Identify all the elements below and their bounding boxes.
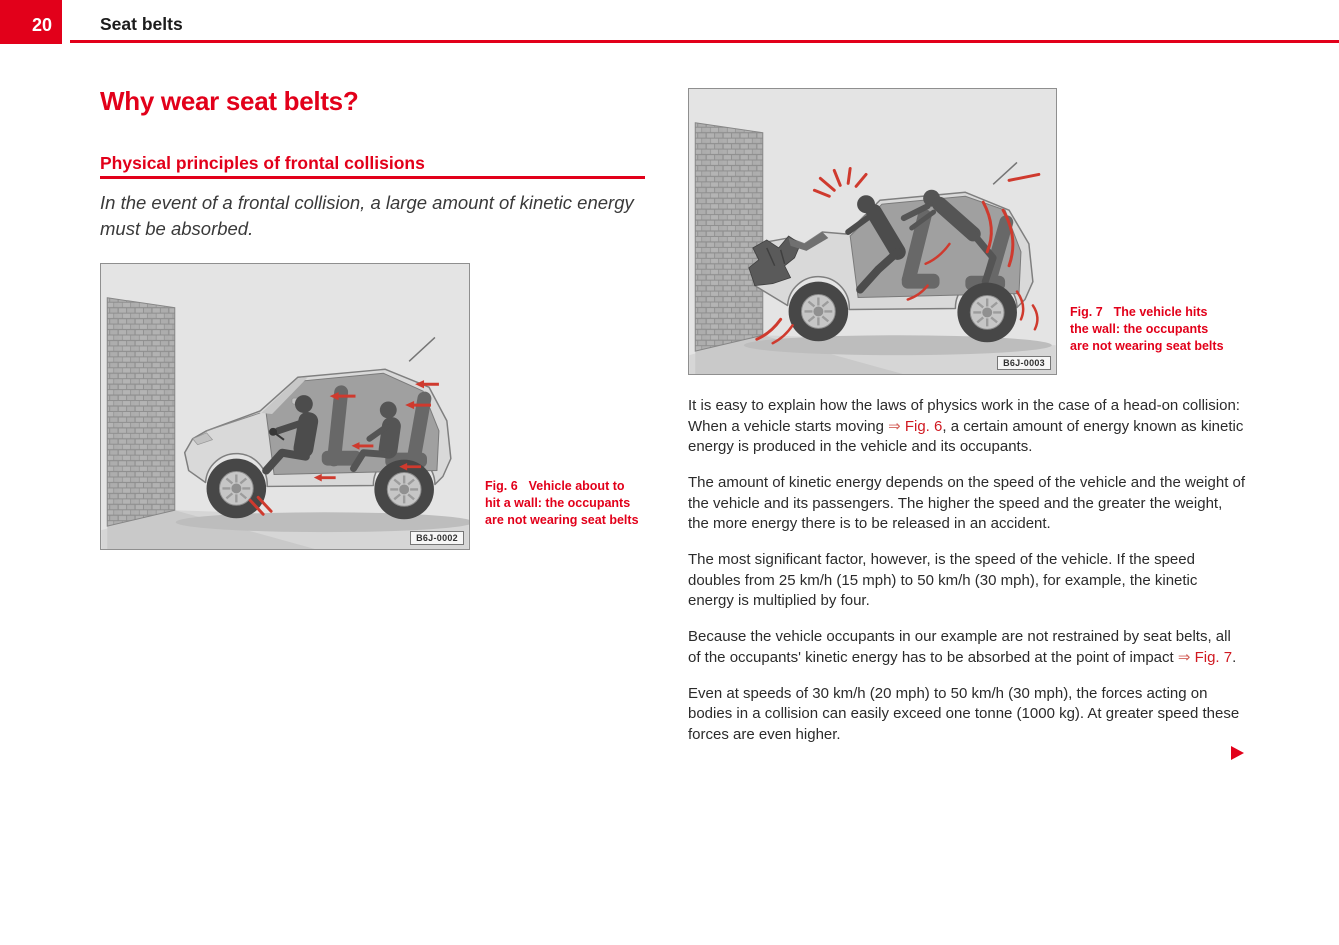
brick-wall — [695, 123, 763, 351]
figure-6-code: B6J-0002 — [410, 531, 464, 545]
figure-7-code: B6J-0003 — [997, 356, 1051, 370]
paragraph-text: Because the vehicle occupants in our example are not restrained by seat belts, all of the occupants' kinetic energy has to be absorbed at the point of impact — [688, 628, 1231, 666]
section-heading-rule — [100, 176, 645, 179]
page-number: 20 — [31, 14, 52, 35]
figure-7-caption — [1070, 304, 1228, 355]
figure-reference-link[interactable]: Fig. 7 — [1194, 648, 1233, 666]
figure-7-illustration — [689, 89, 1056, 374]
figure-6-caption-label: Fig. 6 — [485, 479, 518, 493]
paragraph — [688, 396, 1246, 458]
paragraph-text: It is easy to explain how the laws of physics work in the case of a head-on collision: When a vehicle starts moving — [688, 397, 1240, 435]
lead-paragraph: In the event of a frontal collision, a large amount of kinetic energy must be absorbed. — [100, 192, 634, 239]
continuation-arrow-icon — [1231, 746, 1244, 760]
paragraph-text: . — [1232, 648, 1237, 666]
reference-arrow-icon: ⇒ — [1177, 648, 1195, 666]
figure-6-caption — [485, 478, 643, 529]
figure-reference-link[interactable]: Fig. 6 — [904, 417, 943, 435]
figure-7-caption-text: The vehicle hits the wall: the occupants are not wearing seat belts — [1070, 305, 1224, 353]
section-heading: Physical principles of frontal collisions — [100, 153, 425, 173]
reference-arrow-icon: ⇒ — [888, 417, 905, 435]
paragraph-text: , a certain amount of energy known as kinetic energy is produced in the vehicle and its occupants. — [688, 417, 1244, 455]
brick-wall — [107, 298, 175, 526]
paragraph — [688, 684, 1246, 746]
paragraph-text: Even at speeds of 30 km/h (20 mph) to 50 km/h (30 mph), the forces acting on bodies in a collision can easily exceed one tonne (1000 kg). At greater speed these forces are even higher. — [688, 684, 1240, 743]
paragraph — [688, 627, 1246, 668]
paragraph-text: The most significant factor, however, is the speed of the vehicle. If the speed doubles from 25 km/h (15 mph) to 50 km/h (30 mph), for example, the kinetic energy is multiplied by four. — [688, 551, 1198, 609]
figure-7-image — [688, 88, 1057, 375]
page-number-box — [0, 0, 62, 44]
header-rule — [70, 40, 1339, 43]
figure-6-caption-text: Vehicle about to hit a wall: the occupants are not wearing seat belts — [485, 479, 639, 527]
paragraph-text: The amount of kinetic energy depends on the speed of the vehicle and the weight of the vehicle and its passengers. The higher the speed and the greater the weight, the more energy there is to be released in an accident. — [688, 474, 1246, 532]
chapter-title: Seat belts — [100, 14, 183, 34]
page-title: Why wear seat belts? — [100, 86, 359, 116]
figure-6-image — [100, 263, 470, 550]
body-paragraphs — [688, 396, 1246, 761]
paragraph — [688, 473, 1246, 535]
figure-6-illustration — [101, 264, 469, 549]
paragraph — [688, 550, 1246, 612]
figure-7-caption-label: Fig. 7 — [1070, 305, 1103, 319]
